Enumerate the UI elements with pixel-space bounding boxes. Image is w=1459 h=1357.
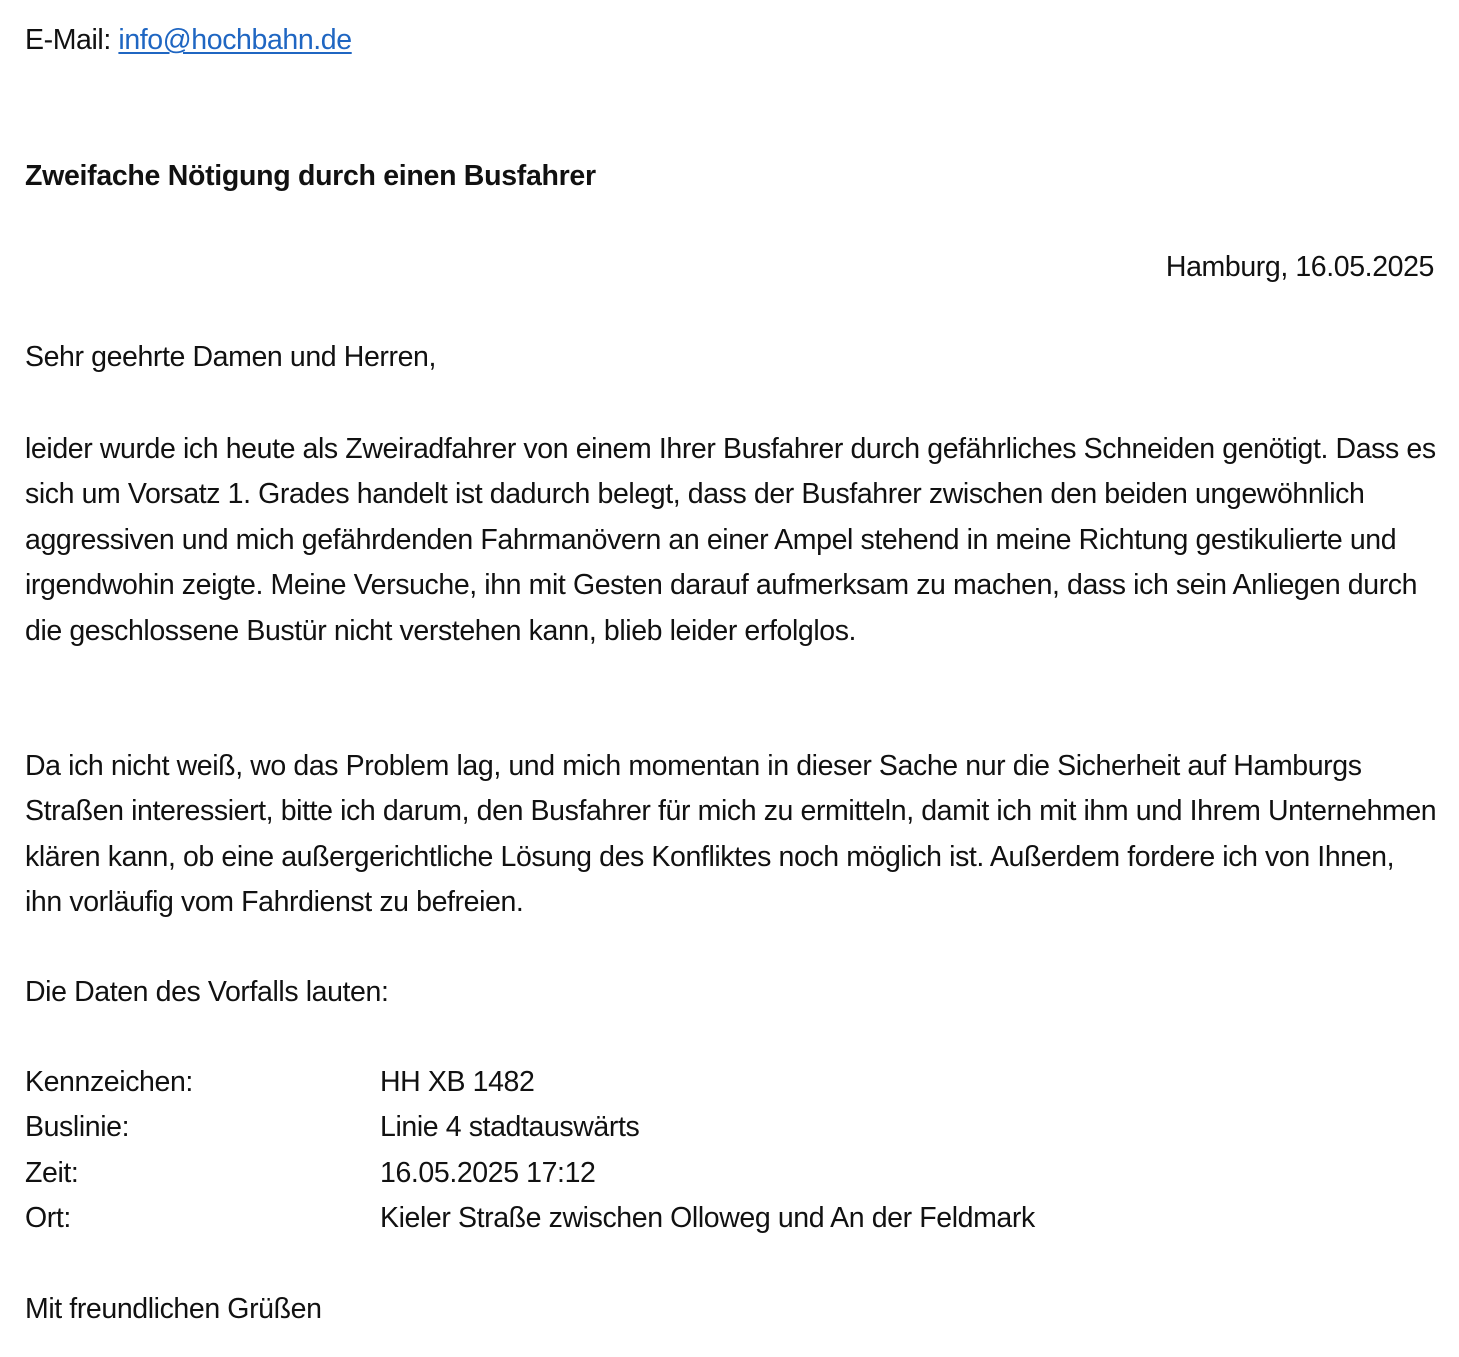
detail-label: Ort: — [25, 1202, 71, 1235]
body-paragraph-1: leider wurde ich heute als Zweiradfahrer von einem Ihrer Busfahrer durch gefährliches Schneiden genötigt. Dass es sich um Vorsatz 1. Grades handelt ist dadurch belegt, dass der Busfahrer zwischen den beiden ungewöhnlich aggressiven und mich gefährdenden Fahrmanövern an einer Ampel stehend in meine Richtung gestikulierte und irgendwohin zeigte. Meine Versuche, ihn mit Gesten darauf aufmerksam zu machen, dass ich sein Anliegen durch die geschlossene Bustür nicht verstehen kann, blieb leider erfolglos. — [25, 433, 1436, 647]
salutation: Sehr geehrte Damen und Herren, — [25, 341, 436, 373]
detail-row-time — [25, 1151, 1225, 1196]
incident-details-table — [25, 1060, 1225, 1242]
detail-value: HH XB 1482 — [380, 1066, 535, 1098]
email-address-link[interactable]: info@hochbahn.de — [118, 24, 352, 56]
detail-value: 16.05.2025 17:12 — [380, 1156, 596, 1189]
letter-subject: Zweifache Nötigung durch einen Busfahrer — [25, 160, 596, 192]
detail-row-license-plate — [25, 1060, 1225, 1105]
closing-phrase: Mit freundlichen Grüßen — [25, 1293, 322, 1325]
detail-label: Zeit: — [25, 1156, 79, 1189]
letter-date: Hamburg, 16.05.2025 — [1165, 251, 1434, 283]
email-label: E-Mail: — [25, 24, 111, 56]
body-paragraph-2: Da ich nicht weiß, wo das Problem lag, und mich momentan in dieser Sache nur die Sicherheit auf Hamburgs Straßen interessiert, bitte ich darum, den Busfahrer für mich zu ermitteln, damit ich mit ihm und Ihrem Unternehmen klären kann, ob eine außergerichtliche Lösung des Konfliktes noch möglich ist. Außerdem fordere ich von Ihnen, ihn vorläufig vom Fahrdienst zu befreien. — [25, 750, 1437, 919]
detail-row-location — [25, 1196, 1225, 1241]
detail-value: Kieler Straße zwischen Olloweg und An der Feldmark — [380, 1202, 1035, 1235]
detail-label: Kennzeichen: — [25, 1066, 193, 1098]
detail-label: Buslinie: — [25, 1111, 130, 1144]
detail-row-bus-line — [25, 1105, 1225, 1150]
detail-value: Linie 4 stadtauswärts — [380, 1111, 640, 1144]
incident-intro: Die Daten des Vorfalls lauten: — [25, 976, 389, 1008]
email-line — [25, 23, 352, 57]
letter-page — [25, 0, 1437, 1357]
